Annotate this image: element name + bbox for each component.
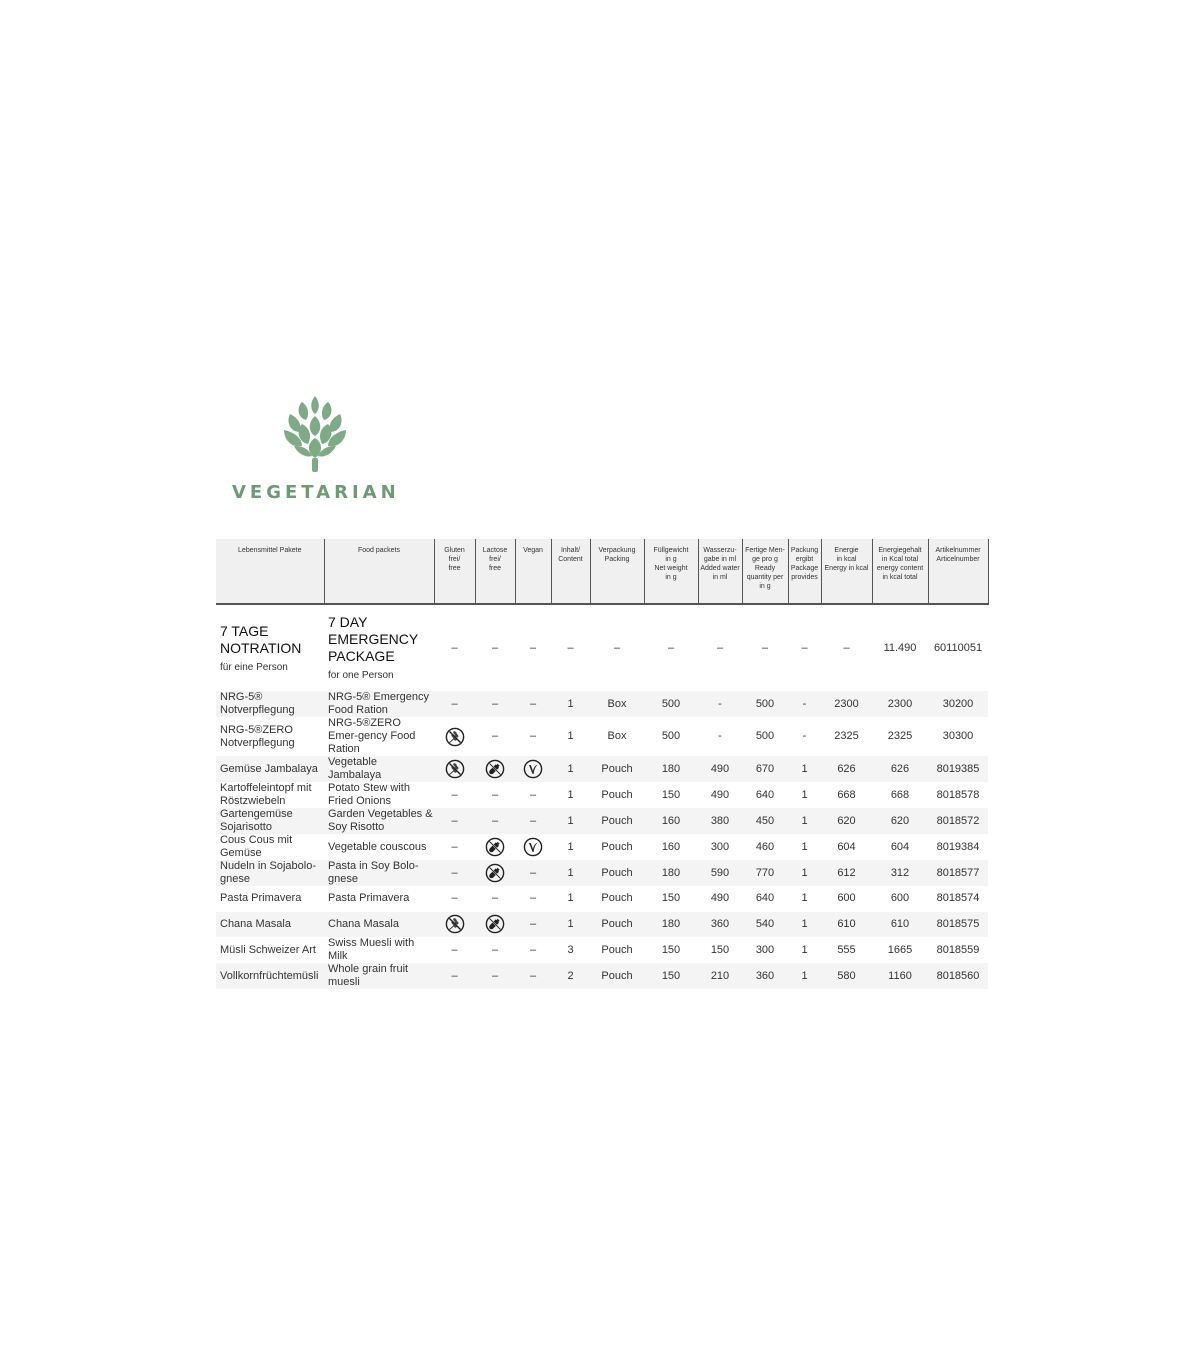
provides-cell: 1 <box>788 963 821 989</box>
net-cell: 180 <box>644 756 698 782</box>
energy-cell: 2300 <box>821 691 872 717</box>
content-cell: 1 <box>567 892 574 905</box>
product-name-en: NRG-5® Emergency Food Ration <box>324 691 434 717</box>
packing-cell: Box <box>590 691 644 717</box>
product-name-en: Chana Masala <box>324 912 434 938</box>
water-cell: - <box>718 730 722 742</box>
packing-cell: Pouch <box>590 756 644 782</box>
product-name-en: Swiss Muesli with Milk <box>328 937 415 963</box>
article-cell: 8018559 <box>936 943 980 956</box>
column-header: Lactose frei/ free <box>475 539 515 604</box>
vegan-cell: – <box>529 730 537 742</box>
column-header: Füllgewicht in g Net weight in g <box>644 539 698 604</box>
ready-cell: 670 <box>742 756 788 782</box>
vegan-cell <box>515 756 551 782</box>
column-header: Verpackung Packing <box>590 539 644 604</box>
gluten-free-icon <box>445 727 465 747</box>
vegan-cell: – <box>515 912 551 938</box>
table-row <box>216 691 988 717</box>
net-cell: 150 <box>661 943 681 956</box>
net-cell: 180 <box>644 860 698 886</box>
gluten-cell: – <box>434 691 475 717</box>
product-name-de: Kartoffeleintopf mit Röstzwiebeln <box>220 782 312 807</box>
provides-cell: 1 <box>788 756 821 782</box>
logo-label: VEGETARIAN <box>232 482 400 503</box>
vegan-cell <box>515 834 551 860</box>
net-cell: 150 <box>661 788 681 801</box>
product-name-de: Pasta Primavera <box>220 892 302 905</box>
lactose-cell: – <box>475 963 515 989</box>
package-cell: – <box>613 641 621 654</box>
provides-cell: 1 <box>801 892 808 905</box>
gluten-cell: – <box>451 840 458 853</box>
energy-cell: 600 <box>837 892 856 905</box>
packing-cell: Box <box>607 730 627 742</box>
gluten-cell: – <box>451 892 458 905</box>
gluten-free-icon <box>445 914 465 934</box>
vegetarian-logo <box>222 392 402 503</box>
ready-cell: 450 <box>742 808 788 834</box>
total-cell: 2300 <box>872 691 928 717</box>
total-cell: 604 <box>890 840 910 853</box>
total-cell: 610 <box>872 912 928 938</box>
content-cell: 1 <box>551 756 590 782</box>
ready-cell: 300 <box>755 943 775 956</box>
table-row <box>216 782 988 808</box>
gluten-cell <box>434 717 475 756</box>
energy-cell: 620 <box>821 808 872 834</box>
product-name-en: Whole grain fruit muesli <box>324 963 434 989</box>
content-cell: 3 <box>567 943 574 956</box>
energy-cell: 604 <box>837 840 856 853</box>
product-name-de: Cous Cous mit Gemüse <box>220 834 293 859</box>
column-header: Wasserzu- gabe in ml Added water in ml <box>698 539 742 604</box>
article-cell: 8018572 <box>928 808 988 834</box>
article-cell: 8018560 <box>928 963 988 989</box>
product-name-de: NRG-5®ZERO Notverpflegung <box>220 723 295 749</box>
table-row <box>216 860 988 886</box>
gluten-free-icon <box>445 759 465 779</box>
water-cell: 300 <box>710 840 730 853</box>
ready-cell: 770 <box>742 860 788 886</box>
artichoke-icon <box>280 392 350 476</box>
product-name-de: Gemüse Jambalaya <box>216 756 324 782</box>
product-name-de: NRG-5® Notverpflegung <box>216 691 324 717</box>
gluten-cell <box>434 756 475 782</box>
gluten-cell: – <box>434 963 475 989</box>
article-cell: 8018574 <box>936 892 980 905</box>
gluten-cell <box>434 912 475 938</box>
table-row <box>216 886 988 912</box>
package-en <box>324 604 434 691</box>
packing-cell: Pouch <box>590 808 644 834</box>
provides-cell: 1 <box>801 788 808 801</box>
net-cell: 500 <box>661 730 681 742</box>
content-cell: 1 <box>551 912 590 938</box>
header-row <box>216 539 988 604</box>
water-cell: 490 <box>710 892 730 905</box>
product-name-en: NRG-5®ZERO Emer-gency Food Ration <box>328 717 416 755</box>
package-cell: – <box>667 641 675 654</box>
column-header: Artikelnummer Articelnumber <box>928 539 988 604</box>
water-cell: 490 <box>698 756 742 782</box>
package-de-title: 7 TAGE NOTRATION <box>220 622 302 656</box>
product-name-de: Chana Masala <box>216 912 324 938</box>
article-cell: 8019384 <box>936 840 980 853</box>
gluten-cell: – <box>434 808 475 834</box>
gluten-cell: – <box>434 860 475 886</box>
energy-cell: 580 <box>821 963 872 989</box>
water-cell: 380 <box>698 808 742 834</box>
provides-cell: 1 <box>788 860 821 886</box>
vegan-cell: – <box>529 892 537 905</box>
provides-cell: 1 <box>788 912 821 938</box>
energy-cell: 626 <box>821 756 872 782</box>
column-header: Fertige Men- ge pro g Ready quantity per in g <box>742 539 788 604</box>
package-cell: – <box>801 641 808 654</box>
package-cell: – <box>451 641 458 654</box>
lactose-free-icon <box>485 837 505 857</box>
table-row <box>216 937 988 963</box>
packing-cell: Pouch <box>601 892 633 905</box>
product-name-en: Vegetable couscous <box>328 840 427 853</box>
water-cell: 590 <box>698 860 742 886</box>
product-name-en: Garden Vegetables & Soy Risotto <box>324 808 434 834</box>
packing-cell: Pouch <box>601 788 633 801</box>
vegan-cell: – <box>515 860 551 886</box>
content-cell: 1 <box>567 840 574 853</box>
package-cell: – <box>491 641 499 654</box>
lactose-cell: – <box>491 788 499 801</box>
lactose-cell <box>475 860 515 886</box>
package-de <box>216 604 324 691</box>
product-name-de: Müsli Schweizer Art <box>220 943 316 956</box>
net-cell: 160 <box>661 840 681 853</box>
ready-cell: 500 <box>755 730 775 742</box>
product-name-en: Vegetable Jambalaya <box>324 756 434 782</box>
column-header: Energie in kcal Energy in kcal <box>821 539 872 604</box>
vegan-cell: – <box>515 963 551 989</box>
article-cell: 30200 <box>928 691 988 717</box>
total-cell: 620 <box>872 808 928 834</box>
product-table <box>216 539 989 989</box>
provides-cell: 1 <box>801 840 808 853</box>
energy-cell: 610 <box>821 912 872 938</box>
water-cell: 490 <box>710 788 730 801</box>
ready-cell: 640 <box>755 892 775 905</box>
package-en-sub: for one Person <box>328 670 394 681</box>
total-cell: 1160 <box>872 963 928 989</box>
total-cell: 1665 <box>887 943 913 956</box>
packing-cell: Pouch <box>590 963 644 989</box>
packing-cell: Pouch <box>601 840 633 853</box>
package-cell: – <box>529 641 537 654</box>
column-header: Inhalt/ Content <box>551 539 590 604</box>
product-name-de: Gartengemüse Sojarisotto <box>216 808 324 834</box>
package-cell: – <box>716 641 724 654</box>
product-name-de: Nudeln in Sojabolo-gnese <box>216 860 324 886</box>
table-row <box>216 912 988 938</box>
product-name-en: Pasta in Soy Bolo-gnese <box>324 860 434 886</box>
ready-cell: 540 <box>742 912 788 938</box>
product-name-en: Potato Stew with Fried Onions <box>328 782 410 807</box>
column-header: Food packets <box>324 539 434 604</box>
energy-cell: 2325 <box>834 730 859 742</box>
lactose-cell: – <box>475 691 515 717</box>
gluten-cell: – <box>451 943 458 956</box>
lactose-cell <box>475 834 515 860</box>
lactose-free-icon <box>485 759 505 779</box>
energy-cell: 668 <box>837 788 856 801</box>
lactose-free-icon <box>485 914 505 934</box>
vegan-cell: – <box>529 943 537 956</box>
water-cell: 210 <box>698 963 742 989</box>
content-cell: 1 <box>567 730 574 742</box>
package-cell: – <box>761 641 769 654</box>
column-header: Lebensmittel Pakete <box>216 539 324 604</box>
lactose-cell <box>475 912 515 938</box>
package-cell: 11.490 <box>883 641 917 654</box>
content-cell: 2 <box>551 963 590 989</box>
gluten-cell: – <box>451 788 458 801</box>
lactose-cell: – <box>491 730 499 742</box>
water-cell: 360 <box>698 912 742 938</box>
table-row <box>216 756 988 782</box>
lactose-cell: – <box>475 808 515 834</box>
package-en-title: 7 DAY EMERGENCY PACKAGE <box>328 614 419 664</box>
provides-cell: 1 <box>788 808 821 834</box>
article-cell: 8018577 <box>928 860 988 886</box>
net-cell: 160 <box>644 808 698 834</box>
vegan-cell: – <box>515 808 551 834</box>
column-header: Gluten frei/ free <box>434 539 475 604</box>
vegan-icon <box>523 759 543 779</box>
water-cell: 150 <box>710 943 730 956</box>
ready-cell: 640 <box>755 788 775 801</box>
total-cell: 600 <box>890 892 910 905</box>
article-cell: 8018578 <box>936 788 980 801</box>
ready-cell: 360 <box>742 963 788 989</box>
column-header: Vegan <box>515 539 551 604</box>
package-cell: – <box>843 641 850 654</box>
total-cell: 312 <box>872 860 928 886</box>
net-cell: 150 <box>661 892 681 905</box>
product-name-de: Vollkornfrüchtemüsli <box>216 963 324 989</box>
content-cell: 1 <box>551 691 590 717</box>
lactose-cell: – <box>491 943 499 956</box>
water-cell: - <box>698 691 742 717</box>
provides-cell: - <box>802 730 807 742</box>
package-de-sub: für eine Person <box>220 661 288 673</box>
table-row <box>216 808 988 834</box>
net-cell: 180 <box>644 912 698 938</box>
content-cell: 1 <box>567 788 574 801</box>
package-cell: 60110051 <box>933 641 983 654</box>
product-name-en: Pasta Primavera <box>328 892 410 905</box>
content-cell: 1 <box>551 860 590 886</box>
net-cell: 150 <box>644 963 698 989</box>
lactose-cell <box>475 756 515 782</box>
ready-cell: 500 <box>742 691 788 717</box>
article-cell: 8018575 <box>928 912 988 938</box>
article-cell: 30300 <box>942 730 974 742</box>
table-row <box>216 963 988 989</box>
energy-cell: 612 <box>821 860 872 886</box>
total-cell: 2325 <box>887 730 913 742</box>
package-row <box>216 604 988 691</box>
table-row <box>216 834 988 860</box>
lactose-free-icon <box>485 863 505 883</box>
packing-cell: Pouch <box>590 860 644 886</box>
package-cell: – <box>567 641 574 654</box>
provides-cell: - <box>788 691 821 717</box>
provides-cell: 1 <box>801 943 808 956</box>
column-header: Packung ergibt Package provides <box>788 539 821 604</box>
packing-cell: Pouch <box>590 912 644 938</box>
energy-cell: 555 <box>837 943 856 956</box>
vegan-cell: – <box>529 788 537 801</box>
total-cell: 668 <box>890 788 910 801</box>
ready-cell: 460 <box>755 840 775 853</box>
net-cell: 500 <box>644 691 698 717</box>
vegan-cell: – <box>515 691 551 717</box>
packing-cell: Pouch <box>601 943 633 956</box>
lactose-cell: – <box>491 892 499 905</box>
total-cell: 626 <box>872 756 928 782</box>
column-header: Energiegehalt in Kcal total energy content in kcal total <box>872 539 928 604</box>
article-cell: 8019385 <box>928 756 988 782</box>
content-cell: 1 <box>551 808 590 834</box>
vegan-icon <box>523 837 543 857</box>
table-row <box>216 717 988 756</box>
